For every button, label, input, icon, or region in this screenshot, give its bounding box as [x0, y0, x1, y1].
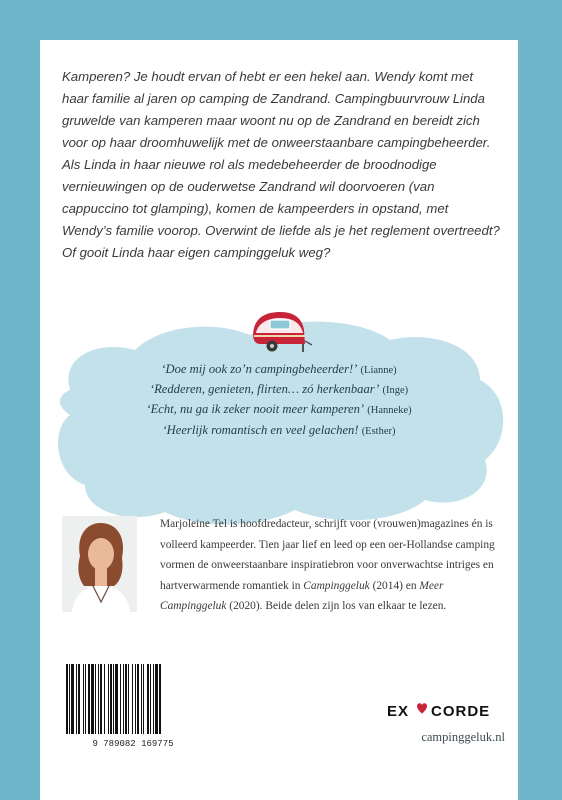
- back-cover: [40, 40, 518, 800]
- isbn-digits: 9 789082 169775: [92, 739, 174, 748]
- svg-text:EX: EX: [387, 703, 410, 720]
- author-photo: [62, 516, 137, 612]
- quote-3: ‘Echt, nu ga ik zeker nooit meer kamperen’ (Hanneke): [146, 402, 412, 417]
- caravan-illustration: [248, 308, 314, 358]
- quote-4: ‘Heerlijk romantisch en veel gelachen! (Esther): [162, 422, 396, 437]
- book-title-2: Meer Campinggeluk: [160, 579, 444, 612]
- website-url: campinggeluk.nl: [421, 730, 505, 744]
- quote-1: ‘Doe mij ook zo’n campingbeheerder!’ (Lianne): [161, 362, 397, 376]
- publisher-logo: [387, 700, 503, 720]
- svg-text:CORDE: CORDE: [431, 703, 491, 720]
- isbn-barcode: [60, 660, 206, 748]
- quote-2: ‘Redderen, genieten, flirten… zó herkenbaar’ (Inge): [149, 382, 409, 397]
- reader-quotes: [40, 360, 518, 441]
- blurb-text: Kamperen? Je houdt ervan of hebt er een hekel aan. Wendy komt met haar familie al jaren op camping de Zandrand. Campingbuurvrouw Linda gruwelde van kamperen maar woont nu op de Zandrand en bereidt zich voor op haar droomhuwelijk met de onweerstaanbare campingbeheerder. Als Linda in haar nieuwe rol als medebeheerder de broodnodige vernieuwingen op de ouderwetse Zandrand wil doorvoeren (van cappuccino tot glamping), komen de kampeerders in opstand, met Wendy’s familie voorop. Overwint de liefde als je het reglement overtreedt? Of gooit Linda haar eigen campinggeluk weg?: [62, 69, 500, 260]
- book-title-1: Campinggeluk: [303, 579, 370, 592]
- author-bio: Marjoleine Tel is hoofdredacteur, schrijft voor (vrouwen)magazines én is volleerd kampeerder. Tien jaar lief en leed op een oer-Hollandse camping vormen de onweerstaanbare inspiratiebron voor onverwachtse intriges en hartverwarmende romantiek in Campinggeluk (2014) en Meer Campinggeluk (2020). Beide delen zijn los van elkaar te lezen.: [160, 518, 495, 612]
